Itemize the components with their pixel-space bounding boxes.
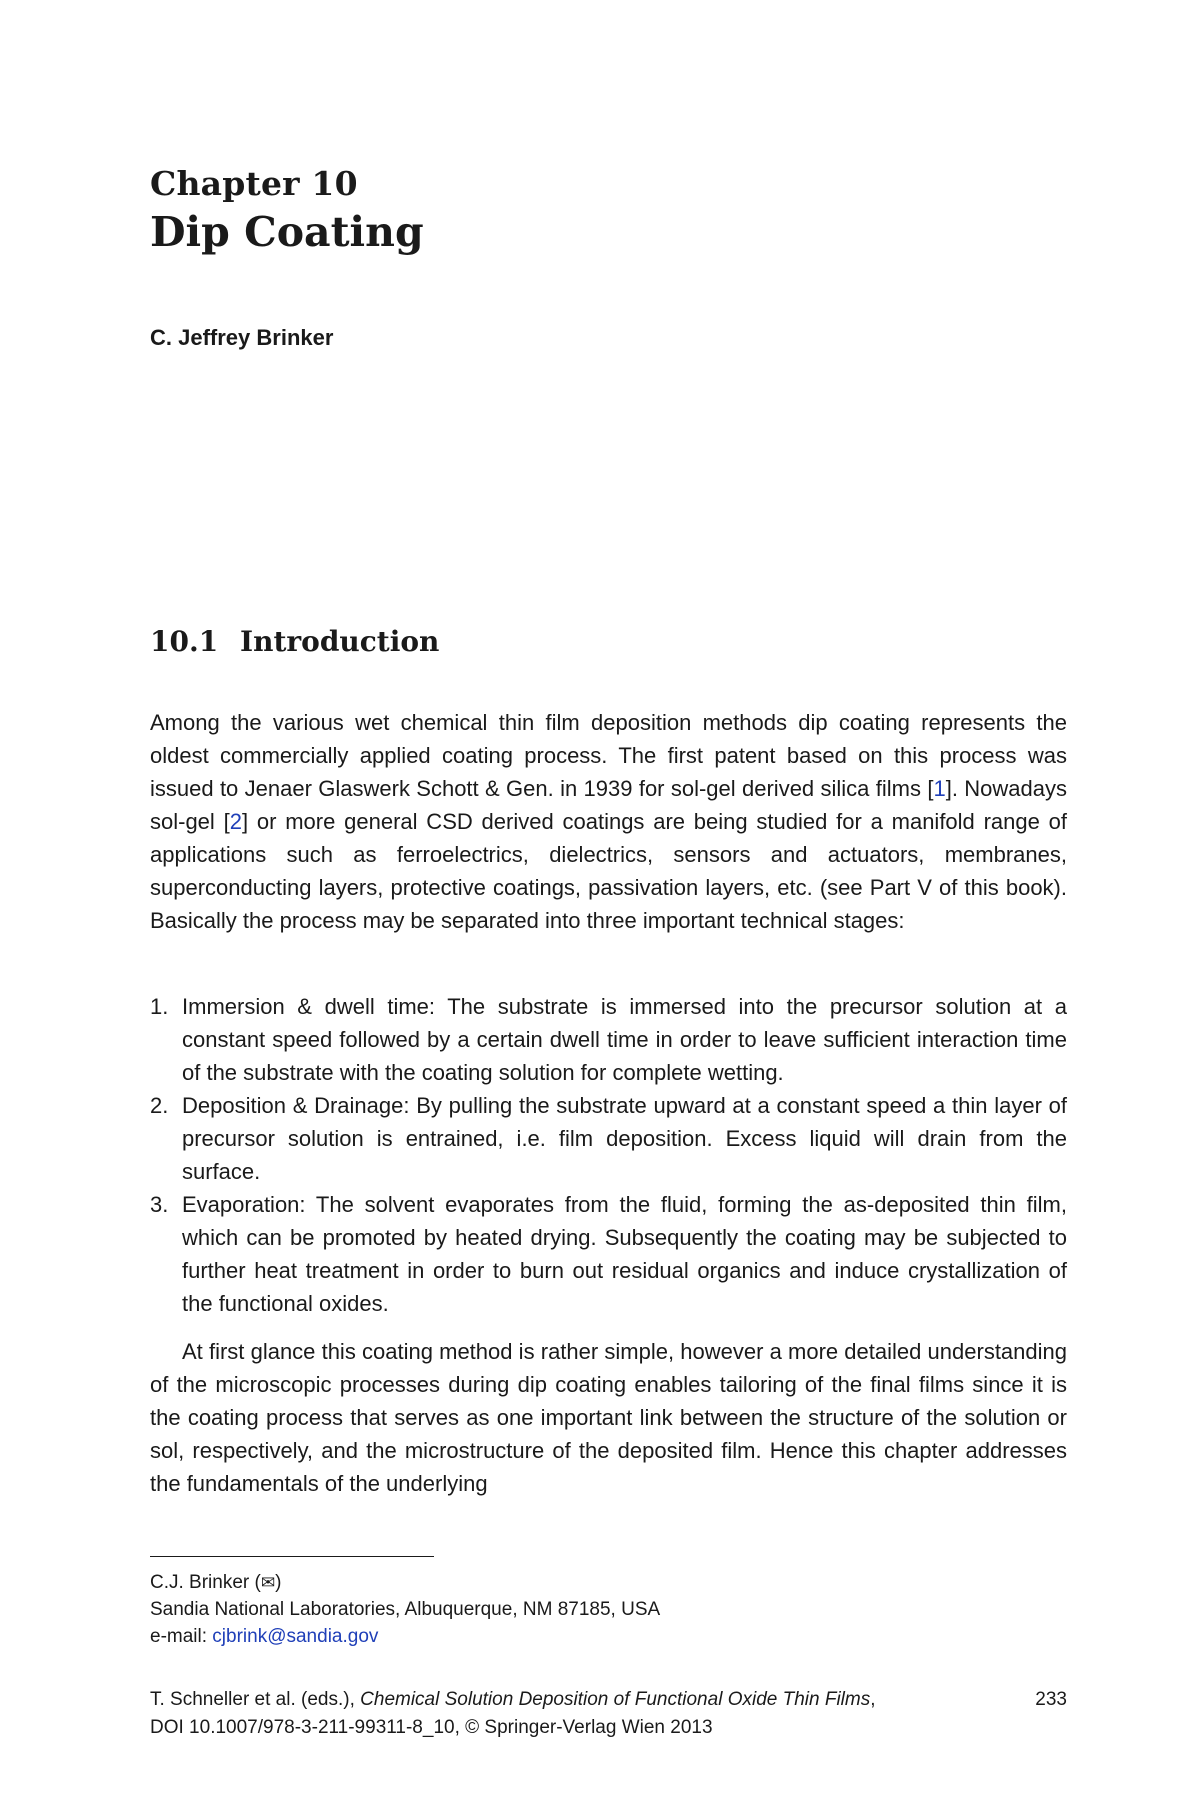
footnote-email bbox=[150, 1624, 378, 1650]
citation-editors: T. Schneller et al. (eds.), bbox=[150, 1689, 361, 1710]
intro-paragraph bbox=[150, 706, 1067, 937]
intro-text-1: Among the various wet chemical thin film deposition methods dip coating represents the oldest commercially applied coating process. The first patent based on this process was issued to Jenaer Glaswerk Schott & Gen. in 1939 for sol-gel derived silica films [ bbox=[150, 710, 1067, 801]
citation-block bbox=[150, 1686, 1067, 1742]
citation-line-1 bbox=[150, 1686, 1067, 1714]
page-number: 233 bbox=[1035, 1689, 1067, 1710]
list-item bbox=[150, 1089, 1067, 1188]
intro-text-2: ]. Nowadays sol-gel [ bbox=[150, 776, 1067, 834]
reference-link-1[interactable]: 1 bbox=[933, 776, 946, 801]
footnote-author bbox=[150, 1570, 281, 1596]
section-number: 10.1 bbox=[150, 625, 219, 658]
citation-book-title: Chemical Solution Deposition of Functional Oxide Thin Films bbox=[360, 1689, 871, 1710]
list-item bbox=[150, 990, 1067, 1089]
email-link[interactable]: cjbrink@sandia.gov bbox=[212, 1626, 379, 1647]
section-title: Introduction bbox=[240, 625, 440, 658]
body-paragraph: At first glance this coating method is rather simple, however a more detailed understanding of the microscopic processes during dip coating enables tailoring of the final films since it is the coating process that serves as one important link between the structure of the solution or sol, respectively, and the microstructure of the deposited film. Hence this chapter addresses the fundamentals of the underlying bbox=[150, 1339, 1067, 1496]
footnote-author-close: ) bbox=[275, 1572, 282, 1593]
footnote-divider bbox=[150, 1556, 434, 1557]
chapter-title: Dip Coating bbox=[150, 208, 424, 256]
citation-doi: DOI 10.1007/978-3-211-99311-8_10, © Springer-Verlag Wien 2013 bbox=[150, 1717, 713, 1738]
section-heading bbox=[150, 625, 439, 658]
list-item bbox=[150, 1188, 1067, 1320]
citation-comma: , bbox=[870, 1689, 876, 1710]
envelope-icon: ✉ bbox=[260, 1573, 276, 1592]
author-name: C. Jeffrey Brinker bbox=[150, 325, 334, 350]
chapter-label: Chapter 10 bbox=[150, 164, 358, 203]
list-number: 2. bbox=[150, 1093, 169, 1118]
footnote-affiliation: Sandia National Laboratories, Albuquerque, NM 87185, USA bbox=[150, 1599, 661, 1620]
list-item-text: Immersion & dwell time: The substrate is immersed into the precursor solution at a constant speed followed by a certain dwell time in order to leave sufficient interaction time of the substrate with the coating solution for complete wetting. bbox=[182, 994, 1067, 1085]
email-label: e-mail: bbox=[150, 1626, 213, 1647]
list-number: 1. bbox=[150, 994, 169, 1019]
footnote-author-name: C.J. Brinker ( bbox=[150, 1572, 261, 1593]
list-item-text: Deposition & Drainage: By pulling the substrate upward at a constant speed a thin layer of precursor solution is entrained, i.e. film deposition. Excess liquid will drain from the surface. bbox=[182, 1093, 1067, 1184]
list-number: 3. bbox=[150, 1192, 169, 1217]
intro-text-3: ] or more general CSD derived coatings are being studied for a manifold range of applications such as ferroelectrics, dielectrics, sensors and actuators, membranes, superconducting layers, protective coatings, passivation layers, etc. (see Part V of this book). Basically the process may be separated into three important technical stages: bbox=[150, 809, 1067, 933]
stages-list bbox=[150, 990, 1067, 1320]
list-item-text: Evaporation: The solvent evaporates from the fluid, forming the as-deposited thin film, which can be promoted by heated drying. Subsequently the coating may be subjected to further heat treatment in order to burn out residual organics and induce crystallization of the functional oxides. bbox=[182, 1192, 1067, 1316]
reference-link-2[interactable]: 2 bbox=[229, 809, 242, 834]
